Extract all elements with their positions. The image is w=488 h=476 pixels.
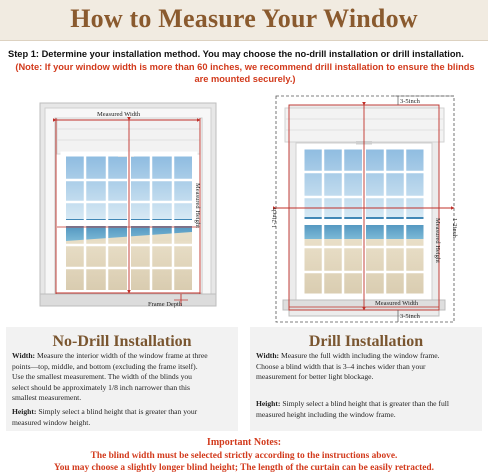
drill-height-line-1: Height: Simply select a blind height that is greater than the full	[256, 399, 449, 408]
no-drill-height-label: Height:	[12, 407, 37, 416]
bottom-gap-label: 3-5inch	[400, 313, 420, 320]
right-side-gap-label: 1-2inch	[451, 218, 458, 238]
no-drill-width-line-2: points—top, middle, and bottom (excluding the frame itself).	[12, 361, 198, 371]
no-drill-width-line-3: Use the smallest measurement. The width of the blinds you	[12, 372, 192, 381]
right-window-illustration	[276, 96, 454, 322]
step-instruction: Step 1: Determine your installation method. You may choose the no-drill installation or drill installation.	[8, 49, 464, 59]
drill-height-label: Height:	[256, 399, 281, 408]
no-drill-width-text	[12, 351, 236, 404]
important-note-line-1: The blind width must be selected strictly according to the instructions above.	[90, 451, 398, 461]
right-measured-width-label: Measured Width	[375, 300, 419, 307]
important-notes-title: Important Notes:	[206, 437, 282, 448]
no-drill-height-line-2: measured window height.	[12, 417, 91, 427]
no-drill-width-line-5: smallest measurement.	[12, 393, 82, 402]
no-drill-height-text	[12, 407, 236, 428]
width-note-line-2: are mounted securely.)	[194, 74, 296, 84]
drill-height-line-2: measured height including the window frame.	[256, 409, 396, 419]
drill-width-line-1: Width: Measure the full width including the window frame.	[256, 351, 440, 360]
drill-width-text	[256, 351, 480, 383]
drill-width-line-2: Choose a blind width that is 3–4 inches wider than your	[256, 361, 426, 371]
no-drill-panel	[6, 327, 238, 431]
page-title: How to Measure Your Window	[70, 4, 418, 33]
left-measured-width-label: Measured Width	[97, 111, 141, 118]
frame-depth-label: Frame Depth	[148, 301, 183, 308]
no-drill-width-line-4: select should be approximately 1/8 inch narrower than this	[12, 382, 190, 392]
left-window-illustration	[40, 103, 216, 306]
drill-height-text	[256, 399, 480, 420]
no-drill-width-line-1: Width: Measure the interior width of the window frame at three	[12, 351, 208, 360]
top-gap-label: 3-5inch	[400, 98, 420, 105]
right-measured-height-label: Measured Height	[434, 218, 441, 263]
no-drill-height-line-1: Height: Simply select a blind height that is greater than your	[12, 407, 198, 416]
drill-width-label: Width:	[256, 351, 280, 360]
drill-title: Drill Installation	[308, 333, 424, 350]
drill-panel	[250, 327, 482, 431]
left-measured-height-label: Measured Height	[194, 183, 201, 228]
width-note-line-1: (Note: If your window width is more than 60 inches, we recommend drill installation to ensure the blinds	[15, 62, 475, 72]
no-drill-title: No-Drill Installation	[52, 333, 192, 350]
important-note-line-2: You may choose a slightly longer blind height; The length of the curtain can be easily retracted.	[54, 463, 434, 473]
drill-width-line-3: measurement for better light blockage.	[256, 372, 374, 381]
no-drill-width-label: Width:	[12, 351, 36, 360]
left-side-gap-label: 1-2inch	[271, 208, 278, 228]
